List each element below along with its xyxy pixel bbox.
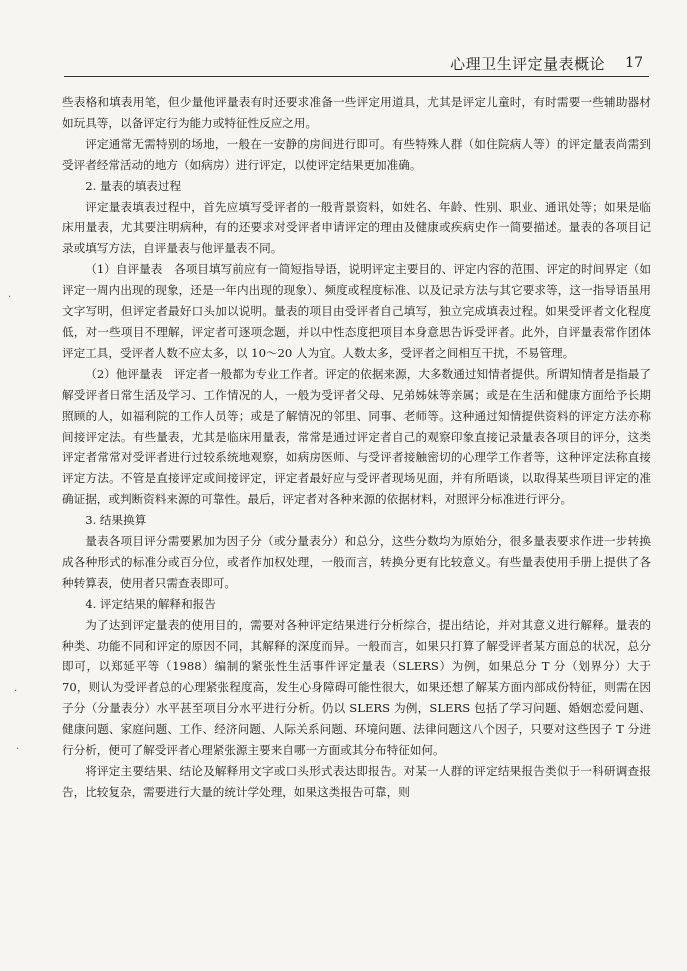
paragraph: 为了达到评定量表的使用目的，需要对各种评定结果进行分析综合，提出结论，并对其意义进行解释。量表的种类、功能不同和评定的原因不同，其解释的深度而异。一般而言，如果只打算了解受评者某方面总的状况，总分即可，以郑延平等（1988）编制的紧张性生活事件评定量表（SLERS）为例，如果总分 T 分（划界分）大于 70，则认为受评者总的心理紧张程度高，发生心身障碍可能性很大，如果还想了解某方面内部成份特征，则需在因子分（分量表分）水平甚至项目分水平进行分析。仍以 SLERS 为例，SLERS 包括了学习问题、婚姻恋爱问题、健康问题、家庭问题、工作、经济问题、人际关系问题、环境问题、法律问题这八个因子，只要对这些因子 T 分进行分析，便可了解受评者心理紧张源主要来自哪一方面或其分布特征如何。: [62, 617, 651, 758]
scan-speck: ·: [14, 686, 18, 697]
header-title: 心理卫生评定量表概论: [450, 54, 606, 73]
section-heading: 3. 结果换算: [85, 513, 147, 528]
scan-speck: ·: [8, 292, 12, 303]
section-heading: 2. 量表的填表过程: [85, 178, 182, 193]
paragraph: （1）自评量表 各项目填写前应有一简短指导语，说明评定主要目的、评定内容的范围、评定的时间界定（如评定一周内出现的现象，还是一年内出现的现象）、频度或程度标准、以及记录方法与其它要求等，这一指导语虽用文字写明，但评定者最好口头加以说明。量表的项目由受评者自己填写，独立完成填表过程。如果受评者文化程度低，对一些项目不理解，评定者可逐项念题，并以中性态度把项目本身意思告诉受评者。此外，自评量表常作团体评定工具，受评者人数不应太多，以 10～20 人为宜。人数太多，受评者之间相互干扰，不易管理。: [62, 262, 651, 360]
running-header: [64, 50, 649, 77]
paragraph: 些表格和填表用笔，但少量他评量表有时还要求准备一些评定用道具，尤其是评定儿童时，有时需要一些辅助器材如玩具等，以备评定行为能力或特征性反应之用。: [62, 95, 651, 130]
paragraph: （2）他评量表 评定者一般都为专业工作者。评定的依据来源，大多数通过知情者提供。所谓知情者是指最了解受评者日常生活及学习、工作情况的人，一般为受评者父母、兄弟姊妹等亲属；或是在生活和健康方面给予长期照顾的人，如福利院的工作人员等；或是了解情况的邻里、同事、老师等。这种通过知情提供资料的评定方法亦称间接评定法。有些量表，尤其是临床用量表，常常是通过评定者自己的观察印象直接记录量表各项目的评分，这类评定者常常对受评者进行过较系统地观察，如病房医师、与受评者接触密切的心理学工作者等，这种评定法称直接评定方法。不管是直接评定或间接评定，评定者最好应与受评者现场见面，并有所晤谈，以取得某些项目评定的准确证据，或判断资料来源的可靠性。最后，评定者对各种来源的依据材料，对照评分标准进行评分。: [62, 366, 651, 507]
paragraph: 将评定主要结果、结论及解释用文字或口头形式表达即报告。对某一人群的评定结果报告类似于一科研调查报告，比较复杂，需要进行大量的统计学处理，如果这类报告可靠，则: [62, 764, 651, 799]
paragraph: 评定量表填表过程中，首先应填写受评者的一般背景资料，如姓名、年龄、性别、职业、通讯处等；如果是临床用量表，尤其要注明病种，有的还要求对受评者申请评定的理由及健康或疾病史作一简要描述。量表的各项目记录或填写方法，自评量表与他评量表不同。: [62, 199, 651, 256]
scan-speck: ·: [16, 744, 20, 755]
body-text: [62, 92, 651, 803]
section-heading: 4. 评定结果的解释和报告: [85, 596, 216, 611]
page-number: 17: [625, 55, 643, 71]
paragraph: 评定通常无需特别的场地，一般在一安静的房间进行即可。有些特殊人群（如住院病人等）的评定量表尚需到受评者经常活动的地方（如病房）进行评定，以使评定结果更加准确。: [62, 136, 651, 172]
paragraph: 量表各项目评分需要累加为因子分（或分量表分）和总分，这些分数均为原始分，很多量表要求作进一步转换成各种形式的标准分或百分位，或者作加权处理，一般而言，转换分更有比较意义。有些量表使用手册上提供了各种转算表，使用者只需查表即可。: [62, 534, 651, 590]
